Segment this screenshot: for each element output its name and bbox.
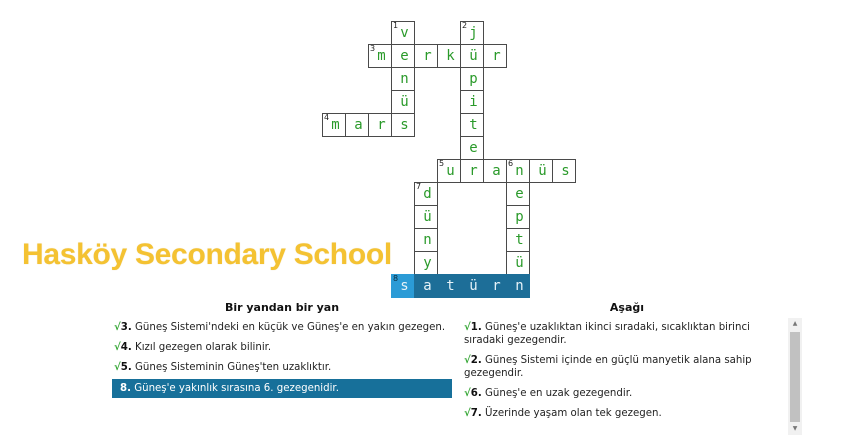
cell-letter: s (400, 117, 409, 133)
grid-cell[interactable] (345, 113, 369, 137)
check-icon: √ (464, 322, 471, 333)
cell-letter: d (423, 186, 432, 202)
grid-cell[interactable] (437, 159, 461, 183)
scroll-up-arrow-icon[interactable]: ▲ (792, 320, 798, 327)
grid-cell[interactable] (460, 113, 484, 137)
cell-number: 8 (393, 274, 399, 283)
clue-text: Üzerinde yaşam olan tek gezegen. (485, 408, 662, 419)
cell-letter: s (561, 163, 570, 179)
cell-letter: r (492, 278, 501, 294)
clue-text: Güneş'e uzaklıktan ikinci sıradaki, sıcaklıktan birinci sıradaki gezegendir. (464, 322, 750, 346)
clue-text: Güneş Sistemi'ndeki en küçük ve Güneş'e en yakın gezegen. (135, 322, 446, 333)
clues-scrollbar[interactable] (788, 318, 802, 435)
clue-item[interactable] (462, 352, 792, 383)
scrollbar-thumb[interactable] (790, 332, 800, 422)
grid-cell[interactable] (483, 159, 507, 183)
cell-letter: r (377, 117, 386, 133)
clue-text: Güneş Sisteminin Güneş'ten uzaklıktır. (135, 362, 332, 373)
grid-cell[interactable] (414, 44, 438, 68)
grid-cell[interactable] (506, 205, 530, 229)
cell-letter: n (400, 71, 409, 87)
cell-letter: e (469, 140, 478, 156)
cell-number: 1 (393, 21, 399, 30)
cell-letter: ü (515, 255, 524, 271)
cell-number: 3 (370, 44, 376, 53)
scroll-down-arrow-icon[interactable]: ▼ (792, 425, 798, 432)
cell-number: 5 (439, 159, 445, 168)
cell-letter: a (423, 278, 432, 294)
cell-letter: t (446, 278, 455, 294)
grid-cell[interactable] (506, 159, 530, 183)
cell-letter: t (469, 117, 478, 133)
clue-item[interactable] (112, 379, 452, 398)
cell-letter: ü (423, 209, 432, 225)
cell-letter: m (377, 48, 386, 64)
grid-cell[interactable] (414, 182, 438, 206)
down-clues-heading: Aşağı (609, 301, 645, 314)
grid-cell[interactable] (460, 67, 484, 91)
grid-cell[interactable] (506, 182, 530, 206)
clue-number: 4. (120, 342, 132, 353)
grid-cell[interactable] (506, 228, 530, 252)
grid-cell[interactable] (483, 274, 507, 298)
cell-letter: m (331, 117, 340, 133)
grid-cell[interactable] (437, 274, 461, 298)
grid-cell[interactable] (391, 274, 415, 298)
cell-letter: a (354, 117, 363, 133)
cell-letter: i (469, 94, 478, 110)
grid-cell[interactable] (391, 21, 415, 45)
cell-letter: n (515, 278, 524, 294)
cell-letter: ü (469, 48, 478, 64)
grid-cell[interactable] (322, 113, 346, 137)
cell-letter: e (400, 48, 409, 64)
clue-text: Güneş Sistemi içinde en güçlü manyetik alana sahip gezegendir. (464, 355, 752, 379)
grid-cell[interactable] (414, 251, 438, 275)
grid-cell[interactable] (391, 44, 415, 68)
cell-letter: s (400, 278, 409, 294)
grid-cell[interactable] (460, 136, 484, 160)
clues-panel (108, 300, 808, 435)
cell-letter: ü (538, 163, 547, 179)
clue-item[interactable] (462, 385, 792, 403)
check-icon: √ (114, 342, 121, 353)
grid-cell[interactable] (391, 113, 415, 137)
cell-number: 2 (462, 21, 468, 30)
clue-item[interactable] (112, 319, 452, 337)
school-name-watermark: Hasköy Secondary School (22, 238, 392, 271)
grid-cell[interactable] (552, 159, 576, 183)
across-clues-heading: Bir yandan bir yan (224, 301, 340, 314)
grid-cell[interactable] (368, 113, 392, 137)
check-icon: √ (464, 408, 471, 419)
cell-letter: r (423, 48, 432, 64)
across-clues (112, 300, 452, 400)
cell-letter: k (446, 48, 455, 64)
cell-letter: r (492, 48, 501, 64)
grid-cell[interactable] (483, 44, 507, 68)
grid-cell[interactable] (460, 21, 484, 45)
grid-cell[interactable] (460, 274, 484, 298)
clue-item[interactable] (112, 359, 452, 377)
clue-number: 7. (470, 408, 482, 419)
clue-item[interactable] (112, 339, 452, 357)
cell-letter: n (515, 163, 524, 179)
check-icon: √ (114, 322, 121, 333)
cell-letter: r (469, 163, 478, 179)
check-icon: √ (464, 388, 471, 399)
grid-cell[interactable] (437, 44, 461, 68)
grid-cell[interactable] (529, 159, 553, 183)
clue-number: 6. (470, 388, 482, 399)
grid-cell[interactable] (391, 90, 415, 114)
grid-cell[interactable] (506, 274, 530, 298)
cell-number: 4 (324, 113, 330, 122)
clue-number: 8. (120, 383, 131, 394)
cell-letter: p (469, 71, 478, 87)
cell-letter: n (423, 232, 432, 248)
cell-letter: ü (469, 278, 478, 294)
clue-text: Güneş'e yakınlık sırasına 6. gezegenidir. (134, 383, 339, 394)
clue-text: Kızıl gezegen olarak bilinir. (135, 342, 272, 353)
cell-letter: e (515, 186, 524, 202)
cell-letter: j (469, 25, 478, 41)
grid-cell[interactable] (414, 205, 438, 229)
down-clues (462, 300, 792, 425)
check-icon: √ (114, 362, 121, 373)
clue-number: 3. (120, 322, 132, 333)
grid-cell[interactable] (460, 90, 484, 114)
cell-letter: ü (400, 94, 409, 110)
cell-letter: v (400, 25, 409, 41)
clue-number: 2. (470, 355, 482, 366)
grid-cell[interactable] (414, 274, 438, 298)
grid-cell[interactable] (460, 44, 484, 68)
clue-item[interactable] (462, 319, 792, 350)
clue-number: 1. (470, 322, 482, 333)
grid-cell[interactable] (506, 251, 530, 275)
cell-letter: y (423, 255, 432, 271)
cell-letter: p (515, 209, 524, 225)
grid-cell[interactable] (368, 44, 392, 68)
cell-number: 6 (508, 159, 514, 168)
cell-letter: t (515, 232, 524, 248)
clue-number: 5. (120, 362, 132, 373)
clue-item[interactable] (462, 405, 792, 423)
cell-letter: a (492, 163, 501, 179)
cell-number: 7 (416, 182, 422, 191)
grid-cell[interactable] (460, 159, 484, 183)
grid-cell[interactable] (391, 67, 415, 91)
clue-text: Güneş'e en uzak gezegendir. (485, 388, 633, 399)
cell-letter: u (446, 163, 455, 179)
grid-cell[interactable] (414, 228, 438, 252)
check-icon: √ (464, 355, 471, 366)
